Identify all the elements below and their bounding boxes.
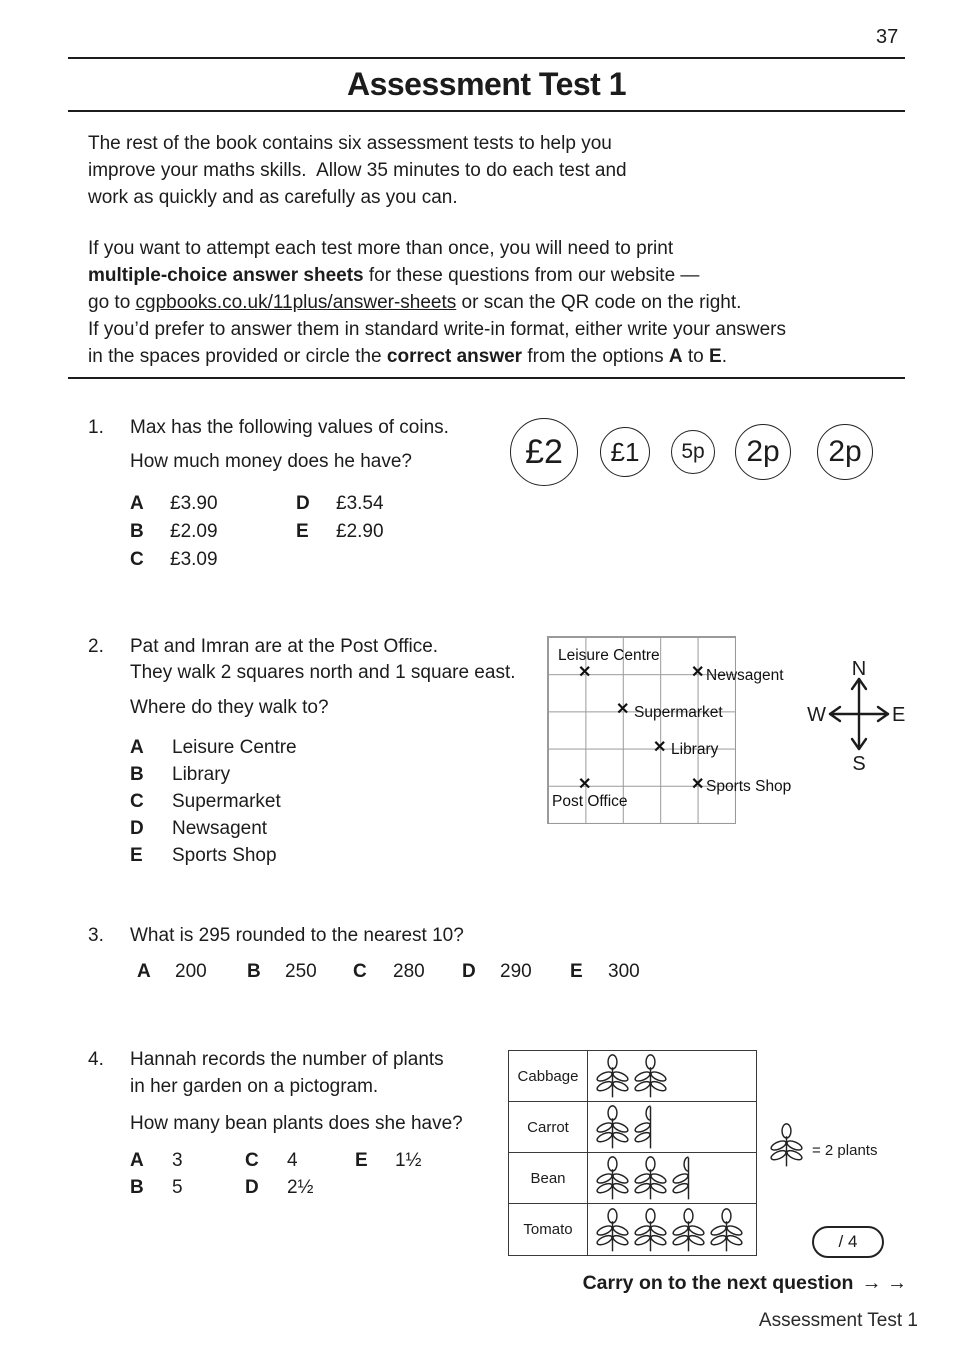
carry-on-footer: [300, 1272, 907, 1295]
q2-text-line1: Pat and Imran are at the Post Office.: [130, 636, 439, 657]
q2-option-a-letter: A: [130, 737, 144, 758]
plant-icon: [710, 1207, 743, 1253]
q2-option-e-value: Sports Shop: [172, 845, 277, 866]
q2-option-e-letter: E: [130, 845, 143, 866]
pictogram-legend-text: = 2 plants: [812, 1142, 878, 1159]
pictogram-legend-icon: [770, 1122, 803, 1174]
q1-option-d-value: £3.54: [336, 493, 384, 514]
q3-option-b-value: 250: [285, 961, 317, 982]
q4-option-c-letter: C: [245, 1150, 259, 1171]
compass-arrows-icon: [830, 679, 888, 749]
q3-option-e-value: 300: [608, 961, 640, 982]
score-box: [812, 1226, 884, 1258]
pictogram-row-label: Tomato: [509, 1204, 588, 1255]
x-mark-leisure-centre: ✕: [578, 664, 592, 681]
x-mark-sports-shop: ✕: [691, 776, 705, 793]
plant-icon: [634, 1053, 667, 1099]
pictogram-row: [509, 1153, 756, 1204]
q1-option-a-value: £3.90: [170, 493, 218, 514]
intro-line-text: go to: [88, 292, 136, 313]
score-label: / 4: [838, 1232, 858, 1251]
q3-option-a-value: 200: [175, 961, 207, 982]
q4-number: 4.: [88, 1049, 104, 1070]
intro-paragraph-2: [88, 235, 786, 370]
answer-sheets-link[interactable]: cgpbooks.co.uk/11plus/answer-sheets: [135, 292, 457, 313]
footer-book-title: Assessment Test 1: [758, 1310, 918, 1331]
intro-line: in the spaces provided or circle the correct answer from the options A to E.: [88, 346, 727, 367]
q2-option-b-value: Library: [172, 764, 231, 785]
map-grid: [547, 636, 792, 824]
q1-option-b-value: £2.09: [170, 521, 218, 542]
coin-label: £2: [525, 432, 563, 471]
coin-label: 5p: [681, 440, 705, 463]
q3-option-b-letter: B: [247, 961, 261, 982]
half-plant-icon: [672, 1155, 705, 1201]
page-number: 37: [876, 26, 899, 48]
q1-text-line2: How much money does he have?: [130, 451, 412, 472]
intro-paragraph-1: [88, 130, 627, 211]
pictogram-row: [509, 1102, 756, 1153]
coin-two-pence-2: [817, 424, 873, 480]
coin-one-pound: [600, 427, 650, 477]
intro-line: If you want to attempt each test more than once, you will need to print: [88, 238, 674, 259]
map-label-sports-shop: Sports Shop: [706, 778, 792, 795]
x-mark-post-office: ✕: [578, 776, 592, 793]
plant-icon: [596, 1104, 629, 1150]
q4-option-e-letter: E: [355, 1150, 368, 1171]
intro-line: improve your maths skills. Allow 35 minutes to do each test and: [88, 160, 627, 181]
coin-label: £1: [610, 436, 640, 467]
q4-text-line1: Hannah records the number of plants: [130, 1049, 444, 1070]
q2-option-d-value: Newsagent: [172, 818, 268, 839]
q1-option-d-letter: D: [296, 493, 310, 514]
q4-option-c-value: 4: [287, 1150, 298, 1171]
q3-option-c-value: 280: [393, 961, 425, 982]
intro-line: work as quickly and as carefully as you can.: [88, 187, 458, 208]
intro-line: The rest of the book contains six assessment tests to help you: [88, 133, 612, 154]
pictogram-table: [508, 1050, 757, 1256]
compass-north-label: N: [851, 658, 867, 680]
compass-west-label: W: [807, 704, 826, 726]
q1-text-line1: Max has the following values of coins.: [130, 417, 449, 438]
q2-text-line2: They walk 2 squares north and 1 square east.: [130, 662, 516, 683]
pictogram-row-icons: [588, 1153, 756, 1203]
q3-option-e-letter: E: [570, 961, 583, 982]
q2-option-d-letter: D: [130, 818, 144, 839]
q4-option-b-value: 5: [172, 1177, 183, 1198]
q2-option-c-letter: C: [130, 791, 144, 812]
q4-option-e-value: 1½: [395, 1150, 422, 1171]
compass-south-label: S: [852, 753, 866, 775]
plant-icon: [596, 1155, 629, 1201]
pictogram-row-label: Cabbage: [509, 1051, 588, 1101]
q2-number: 2.: [88, 636, 104, 657]
q1-option-c-value: £3.09: [170, 549, 218, 570]
carry-on-text: Carry on to the next question: [582, 1272, 854, 1294]
q2-option-c-value: Supermarket: [172, 791, 281, 812]
pictogram-row: [509, 1051, 756, 1102]
compass-rose: [800, 645, 910, 775]
intro-line: If you’d prefer to answer them in standard write-in format, either write your answers: [88, 319, 787, 340]
map-label-supermarket: Supermarket: [634, 704, 723, 721]
page-title: Assessment Test 1: [346, 66, 627, 102]
q4-option-a-value: 3: [172, 1150, 183, 1171]
q2-prompt: Where do they walk to?: [130, 697, 329, 718]
next-question-arrows-icon: → →: [861, 1272, 907, 1294]
pictogram-row-label: Bean: [509, 1153, 588, 1203]
plant-icon: [596, 1207, 629, 1253]
map-label-library: Library: [671, 741, 719, 758]
q3-option-d-letter: D: [462, 961, 476, 982]
map-label-newsagent: Newsagent: [706, 667, 784, 684]
map-label-leisure-centre: Leisure Centre: [558, 647, 660, 664]
x-mark-library: ✕: [653, 739, 667, 756]
top-rule: [68, 57, 905, 59]
plant-icon: [634, 1155, 667, 1201]
q4-option-d-letter: D: [245, 1177, 259, 1198]
q2-option-a-value: Leisure Centre: [172, 737, 297, 758]
plant-icon: [634, 1207, 667, 1253]
q2-option-b-letter: B: [130, 764, 144, 785]
map-label-post-office: Post Office: [552, 793, 628, 810]
x-mark-supermarket: ✕: [616, 701, 630, 718]
q3-option-a-letter: A: [137, 961, 151, 982]
plant-icon: [672, 1207, 705, 1253]
q1-option-c-letter: C: [130, 549, 144, 570]
q3-option-d-value: 290: [500, 961, 532, 982]
intro-line-text: or scan the QR code on the right.: [456, 292, 742, 313]
pictogram-row: [509, 1204, 756, 1255]
q3-number: 3.: [88, 925, 104, 946]
q4-prompt: How many bean plants does she have?: [130, 1113, 463, 1134]
pictogram-row-label: Carrot: [509, 1102, 588, 1152]
half-plant-icon: [634, 1104, 667, 1150]
q1-option-b-letter: B: [130, 521, 144, 542]
intro-rule: [68, 377, 905, 379]
q1-number: 1.: [88, 417, 104, 438]
q3-option-c-letter: C: [353, 961, 367, 982]
q1-option-a-letter: A: [130, 493, 144, 514]
compass-east-label: E: [892, 704, 906, 726]
intro-line: [88, 289, 786, 316]
pictogram-row-icons: [588, 1051, 756, 1101]
q4-text-line2: in her garden on a pictogram.: [130, 1076, 379, 1097]
intro-line: multiple-choice answer sheets for these questions from our website —: [88, 265, 700, 286]
q3-prompt: What is 295 rounded to the nearest 10?: [130, 925, 464, 946]
pictogram-row-icons: [588, 1102, 756, 1152]
coin-label: 2p: [828, 435, 862, 468]
q4-option-d-value: 2½: [287, 1177, 314, 1198]
coin-two-pound: [510, 418, 578, 486]
coin-five-pence: [671, 430, 715, 474]
x-mark-newsagent: ✕: [691, 664, 705, 681]
q1-option-e-value: £2.90: [336, 521, 384, 542]
plant-icon: [770, 1122, 803, 1168]
coin-label: 2p: [746, 435, 780, 468]
q4-option-b-letter: B: [130, 1177, 144, 1198]
q4-option-a-letter: A: [130, 1150, 144, 1171]
q1-option-e-letter: E: [296, 521, 309, 542]
pictogram-row-icons: [588, 1204, 756, 1255]
plant-icon: [596, 1053, 629, 1099]
coin-two-pence-1: [735, 424, 791, 480]
title-rule: [68, 110, 905, 112]
